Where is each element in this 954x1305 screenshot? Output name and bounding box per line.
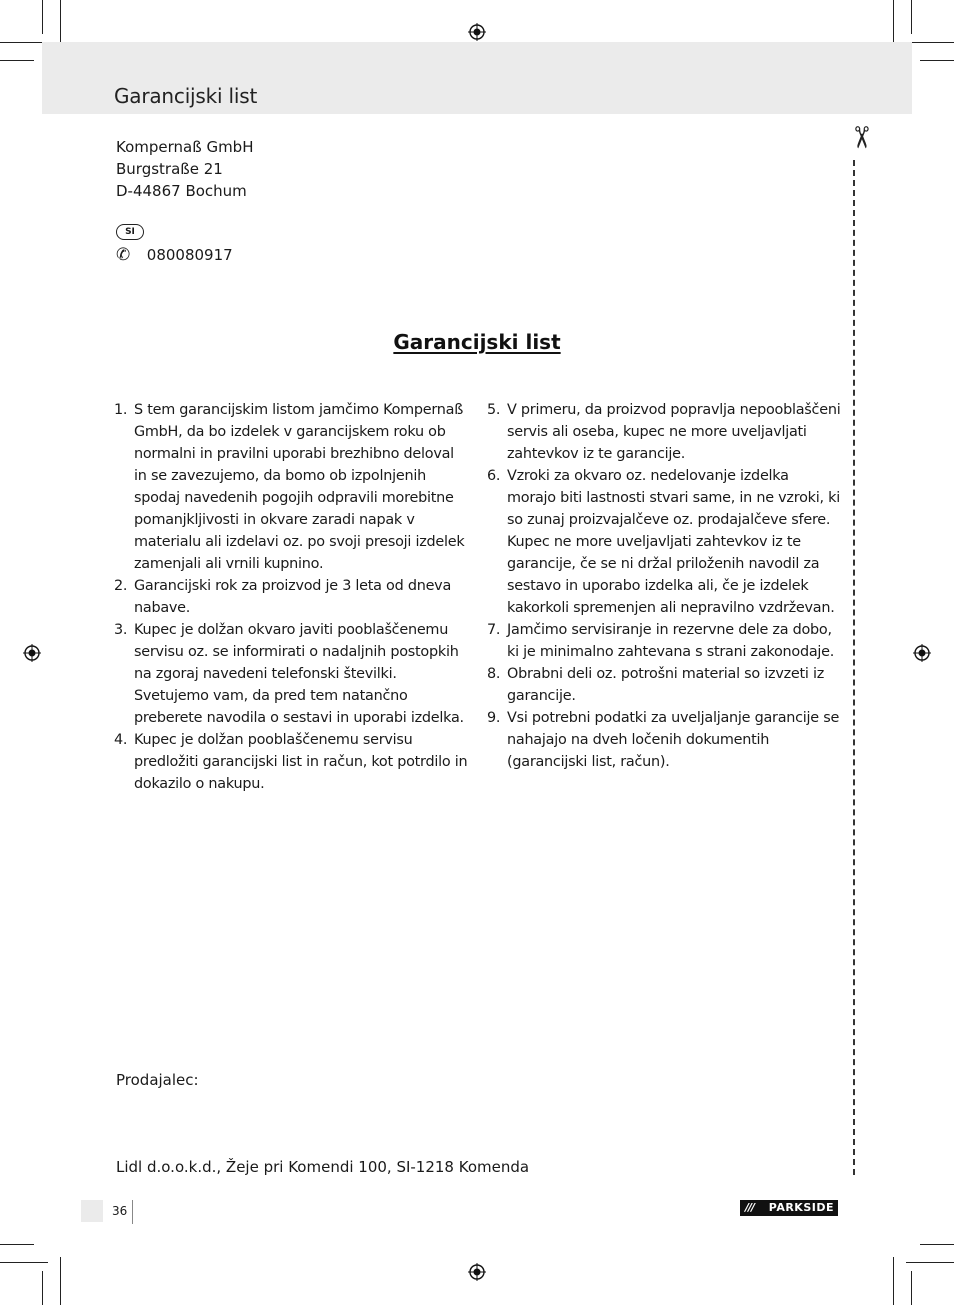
registration-mark-icon [913, 644, 931, 662]
clauses-right-column [487, 399, 841, 773]
clause-text: Jamčimo servisiranje in rezervne dele za dobo, ki je minimalno zahtevana s strani zakonodaje. [507, 622, 835, 660]
clause-text: Kupec je dolžan pooblaščenemu servisu predložiti garancijski list in račun, kot potrdilo in dokazilo o nakupu. [134, 732, 468, 792]
footer-divider [132, 1200, 133, 1224]
address-line: D-44867 Bochum [116, 182, 247, 200]
brand-mark-icon: /// [745, 1201, 755, 1214]
clause-text: S tem garancijskim listom jamčimo Kompernaß GmbH, da bo izdelek v garancijskem roku ob normalni in pravilni uporabi brezhibno deloval in se zavezujemo, da bomo ob izpolnjenih spodaj navedenih pogojih odpravili morebitne pomanjkljivosti in okvare zaradi napak v materialu ali izdelavi oz. po svoji presoji izdelek zamenjali ali vrnili kupnino. [134, 402, 465, 572]
list-item [114, 729, 468, 795]
seller-label: Prodajalec: [116, 1071, 199, 1089]
scissors-icon: ✂ [843, 124, 879, 151]
crop-mark [893, 0, 894, 48]
address-line: Kompernaß GmbH [116, 138, 254, 156]
clause-text: Kupec je dolžan okvaro javiti pooblaščenemu servisu oz. se informirati o nadaljnih postopkih na zgoraj navedeni telefonski številki. Svetujemo vam, da pred tem natančno preberete navodila o sestavi in uporabi izdelka. [134, 622, 464, 726]
crop-mark [0, 1244, 34, 1245]
crop-mark [920, 60, 954, 61]
crop-mark [893, 1257, 894, 1305]
list-item [487, 663, 841, 707]
clause-text: V primeru, da proizvod popravlja nepooblaščeni servis ali oseba, kupec ne more uveljavljati zahtevkov iz te garancije. [507, 402, 841, 462]
page-number-box [81, 1200, 103, 1222]
crop-mark [911, 0, 912, 34]
crop-mark [42, 1271, 43, 1305]
address-line: Burgstraße 21 [116, 160, 223, 178]
document-title-text: Garancijski list [393, 330, 561, 354]
company-address [116, 136, 253, 202]
clause-number: 1. [114, 402, 128, 418]
crop-mark [60, 0, 61, 48]
brand-logo [740, 1200, 838, 1216]
clause-number: 3. [114, 622, 128, 638]
clause-number: 9. [487, 710, 501, 726]
crop-mark [42, 0, 43, 34]
phone-icon: ✆ [116, 245, 131, 265]
list-item [114, 575, 468, 619]
clause-number: 4. [114, 732, 128, 748]
crop-mark [60, 1257, 61, 1305]
country-badge: SI [116, 224, 144, 240]
crop-mark [0, 42, 48, 43]
registration-mark-icon [468, 1263, 486, 1281]
document-title [0, 330, 954, 354]
list-item [487, 619, 841, 663]
crop-mark [911, 1271, 912, 1305]
clause-number: 8. [487, 666, 501, 682]
clause-text: Garancijski rok za proizvod je 3 leta od dneva nabave. [134, 578, 452, 616]
clause-text: Vzroki za okvaro oz. nedelovanje izdelka morajo biti lastnosti stvari same, in ne vzroki, ki so zunaj proizvajalčeve oz. prodajalčeve sfere. Kupec ne more uveljavljati zahtevkov iz te garancije, če se ni držal priloženih navodil za sestavo in uporabo izdelka ali, če je izdelek kakorkoli spremenjen ali nepravilno vzdrževan. [507, 468, 840, 616]
crop-mark [906, 42, 954, 43]
list-item [487, 707, 841, 773]
clause-text: Obrabni deli oz. potrošni material so izvzeti iz garancije. [507, 666, 825, 704]
page-header-title: Garancijski list [114, 84, 258, 108]
phone-row [116, 245, 233, 265]
cut-line [853, 160, 855, 1175]
crop-mark [0, 60, 34, 61]
clause-number: 5. [487, 402, 501, 418]
brand-name: PARKSIDE [768, 1201, 834, 1214]
phone-number: 080080917 [146, 246, 233, 264]
page-number: 36 [112, 1204, 128, 1218]
crop-mark [920, 1244, 954, 1245]
crop-mark [906, 1262, 954, 1263]
clause-number: 2. [114, 578, 128, 594]
distributor-address: Lidl d.o.o.k.d., Žeje pri Komendi 100, SI-1218 Komenda [116, 1158, 530, 1176]
clauses-left-column [114, 399, 468, 795]
clause-number: 6. [487, 468, 501, 484]
crop-mark [0, 1262, 48, 1263]
list-item [487, 399, 841, 465]
clause-text: Vsi potrebni podatki za uveljaljanje garancije se nahajajo na dveh ločenih dokumentih (garancijski list, račun). [507, 710, 840, 770]
registration-mark-icon [468, 23, 486, 41]
list-item [114, 399, 468, 575]
registration-mark-icon [23, 644, 41, 662]
list-item [487, 465, 841, 619]
list-item [114, 619, 468, 729]
clause-number: 7. [487, 622, 501, 638]
